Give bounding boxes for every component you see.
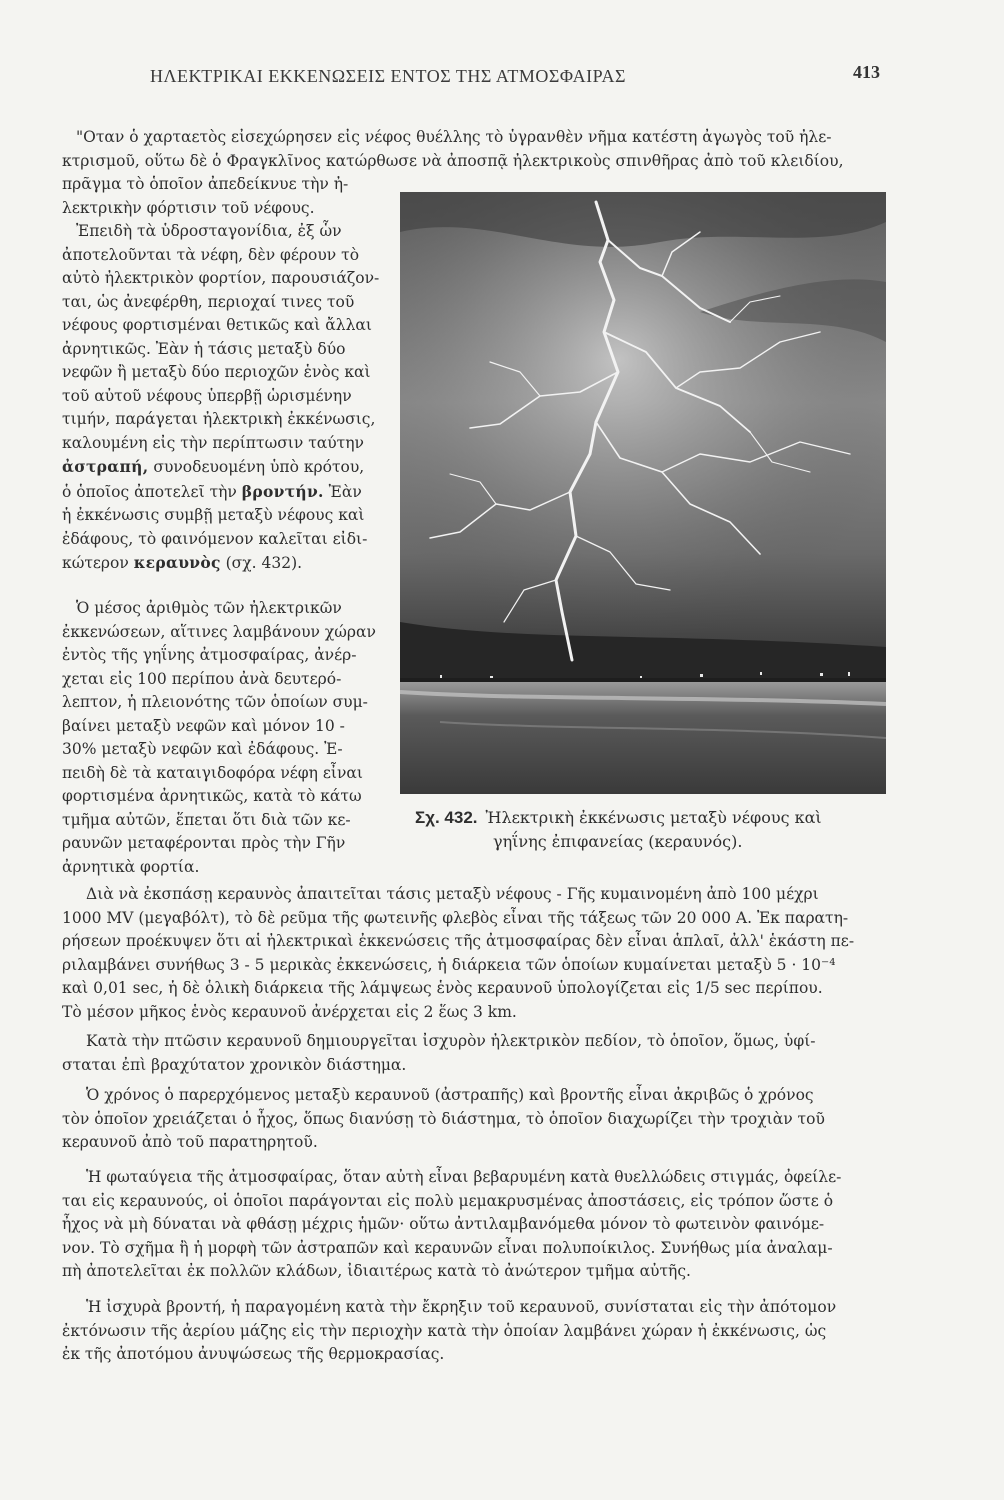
text-line: Ὁ μέσος ἀριθμὸς τῶν ἠλεκτρικῶν (76, 599, 342, 617)
term-astrapi: ἀστραπή, (62, 457, 149, 476)
text-line: καὶ 0,01 sec, ἡ δὲ ὁλικὴ διάρκεια τῆς λάμψεως ἑνὸς κεραυνοῦ ὑπολογίζεται εἰς 1/5 sec περίπου. (62, 979, 823, 997)
text-line: 30% μεταξὺ νεφῶν καὶ ἐδάφους. Ἐ- (62, 740, 343, 758)
text-line (62, 551, 396, 576)
text-line: ἐκ τῆς ἀποτόμου ἀνυψώσεως τῆς θερμοκρασίας. (62, 1345, 445, 1363)
text-line: πρᾶγμα τὸ ὁποῖον ἀπεδείκνυε τὴν ἠ- (62, 175, 349, 193)
thunder-time-paragraph (62, 1084, 894, 1155)
term-keravnos: κεραυνὸς (133, 553, 221, 572)
page-number: 413 (853, 62, 880, 82)
text-line: κτρισμοῦ, οὕτω δὲ ὁ Φραγκλῖνος κατώρθωσε νὰ ἀποσπᾷ ἠλεκτρικοὺς σπινθῆρας ἀπὸ τοῦ κλειδίου, (62, 151, 844, 170)
text-line: κεραυνοῦ ἀπὸ τοῦ παρατηρητοῦ. (62, 1133, 318, 1151)
text-line: τὸν ὁποῖον χρειάζεται ὁ ἦχος, ὅπως διανύσῃ τὸ διάστημα, τὸ ὁποῖον διαχωρίζει τὴν τροχιὰν τοῦ (62, 1109, 825, 1128)
text-line: Τὸ μέσον μῆκος ἑνὸς κεραυνοῦ ἀνέρχεται εἰς 2 ἕως 3 km. (62, 1002, 517, 1021)
text-line (62, 480, 396, 505)
running-title: ΗΛΕΚΤΡΙΚΑΙ ΕΚΚΕΝΩΣΕΙΣ ΕΝΤΟΣ ΤΗΣ ΑΤΜΟΣΦΑΙΡΑΣ (150, 66, 626, 86)
text-line: Ἡ φωταύγεια τῆς ἀτμοσφαίρας, ὅταν αὐτὴ εἶναι βεβαρυμένη κατὰ θυελλώδεις στιγμάς, ὀφείλε- (86, 1168, 842, 1186)
text-run: ὁ ὁποῖος ἀποτελεῖ τὴν (62, 482, 242, 501)
lightning-paragraph (62, 220, 396, 576)
caption-line: Ἠλεκτρικὴ ἐκκένωσις μεταξὺ νέφους καὶ (485, 808, 822, 827)
text-line: Ἡ ἰσχυρὰ βροντή, ἡ παραγομένη κατὰ τὴν ἔκρηξιν τοῦ κεραυνοῦ, συνίσταται εἰς τὴν ἀπότομον (86, 1298, 837, 1316)
text-line: τιμήν, παράγεται ἠλεκτρικὴ ἐκκένωσις, (62, 410, 376, 428)
text-line: βαίνει μεταξὺ νεφῶν καὶ μόνον 10 - (62, 716, 345, 735)
lightning-photo (400, 192, 886, 794)
text-line: Ὁ χρόνος ὁ παρερχόμενος μεταξὺ κεραυνοῦ (ἀστραπῆς) καὶ βροντῆς εἶναι ἀκριβῶς ὁ χρόνος (86, 1086, 814, 1104)
field-paragraph (62, 1030, 894, 1077)
figure-caption (415, 806, 885, 854)
text-line: τμῆμα αὐτῶν, ἕπεται ὅτι διὰ τῶν κε- (62, 810, 351, 829)
figure-label: Σχ. 432. (415, 808, 478, 827)
text-line: ἀποτελοῦνται τὰ νέφη, δὲν φέρουν τὸ (62, 245, 360, 264)
text-line: καλουμένη εἰς τὴν περίπτωσιν ταύτην (62, 433, 364, 452)
text-line: ται, ὡς ἀνεφέρθη, περιοχαί τινες τοῦ (62, 292, 355, 311)
text-line: φορτισμένα ἀρνητικῶς, κατὰ τὸ κάτω (62, 787, 362, 805)
text-run: Ἐὰν (323, 482, 362, 501)
text-line: ἐντὸς τῆς γηΐνης ἀτμοσφαίρας, ἀνέρ- (62, 646, 357, 664)
text-line: ται εἰς κεραυνούς, οἱ ὁποῖοι παράγονται εἰς πολὺ μεμακρυσμένας ἀποστάσεις, εἰς τρόπον ὥστε ὁ (62, 1191, 834, 1210)
text-line: Διὰ νὰ ἐκσπάσῃ κεραυνὸς ἀπαιτεῖται τάσις μεταξὺ νέφους - Γῆς κυμαινομένη ἀπὸ 100 μέχρι (86, 885, 819, 903)
text-line: Ἐπειδὴ τὰ ὑδροσταγονίδια, ἐξ ὧν (76, 222, 342, 240)
text-run: συνοδευομένη ὑπὸ κρότου, (148, 458, 365, 476)
text-line: νον. Τὸ σχῆμα ἢ ἡ μορφὴ τῶν ἀστραπῶν καὶ κεραυνῶν εἶναι πολυποίκιλος. Συνήθως μία ἀναλαμ- (62, 1238, 833, 1257)
text-line: ἡ ἐκκένωσις συμβῇ μεταξὺ νέφους καὶ (62, 506, 365, 524)
term-vronti: βροντήν. (241, 481, 324, 501)
text-line: πειδὴ δὲ τὰ καταιγιδοφόρα νέφη εἶναι (62, 763, 363, 782)
text-line: ἀρνητικὰ φορτία. (62, 857, 200, 876)
text-line: λεκτρικὴν φόρτισιν τοῦ νέφους. (62, 198, 315, 217)
text-line: "Οταν ὁ χαρταετὸς εἰσεχώρησεν εἰς νέφος θυέλλης τὸ ὑγρανθὲν νῆμα κατέστη ἀγωγὸς τοῦ ἠλε- (76, 128, 832, 146)
text-line: νέφους φορτισμέναι θετικῶς καὶ ἄλλαι (62, 316, 372, 334)
text-line: 1000 MV (μεγαβόλτ), τὸ δὲ ρεῦμα τῆς φωτεινῆς φλεβὸς εἶναι τῆς τάξεως τῶν 20 000 Α. Ἐκ παρατη- (62, 908, 849, 927)
text-line: ριλαμβάνει συνήθως 3 - 5 μερικὰς ἐκκενώσεις, ἡ διάρκεια τῶν ὁποίων κυμαίνεται μεταξὺ 5 · 10⁻⁴ (62, 955, 836, 974)
text-line: ρήσεων προέκυψεν ὅτι αἱ ἠλεκτρικαὶ ἐκκενώσεις τῆς ἀτμοσφαίρας δὲν εἶναι ἁπλαῖ, ἀλλ' ἑκάστη πε- (62, 932, 855, 950)
text-line: ἐκτόνωσιν τῆς ἀερίου μάζης εἰς τὴν περιοχὴν κατὰ τὴν ὁποίαν λαμβάνει χώραν ἡ ἐκκένωσις, ὡς (62, 1321, 827, 1340)
text-line: αὐτὸ ἠλεκτρικὸν φορτίον, παρουσιάζον- (62, 269, 380, 287)
text-run: (σχ. 432). (220, 554, 303, 572)
text-line: ἐδάφους, τὸ φαινόμενον καλεῖται εἰδι- (62, 529, 368, 548)
text-line: τοῦ αὐτοῦ νέφους ὑπερβῇ ὡρισμένην (62, 386, 352, 405)
text-line (62, 455, 396, 480)
caption-line: γηΐνης ἐπιφανείας (κεραυνός). (493, 832, 743, 851)
text-run: κώτερον (62, 554, 134, 572)
text-line: νεφῶν ἢ μεταξὺ δύο περιοχῶν ἑνὸς καὶ (62, 363, 371, 381)
lightning-photo-image (400, 192, 886, 794)
text-line: ἦχος νὰ μὴ δύναται νὰ φθάσῃ μέχρις ἡμῶν· οὕτω ἀντιλαμβανόμεθα μόνον τὸ φωτεινὸν φαινόμε- (62, 1215, 825, 1233)
text-line: ἐκκενώσεων, αἵτινες λαμβάνουν χώραν (62, 622, 376, 641)
text-line: λεπτον, ἡ πλειονότης τῶν ὁποίων συμ- (62, 693, 368, 711)
discharge-count-paragraph (62, 597, 396, 879)
text-line: Κατὰ τὴν πτῶσιν κεραυνοῦ δημιουργεῖται ἰσχυρὸν ἠλεκτρικὸν πεδίον, τὸ ὁποῖον, ὅμως, ὑφί- (86, 1032, 816, 1050)
text-line: πὴ ἀποτελεῖται ἐκ πολλῶν κλάδων, ἰδιαιτέρως κατὰ τὸ ἀνώτερον τμῆμα αὐτῆς. (62, 1262, 691, 1280)
text-line: χεται εἰς 100 περίπου ἀνὰ δευτερό- (62, 669, 342, 688)
text-line: ἀρνητικῶς. Ἐὰν ἡ τάσις μεταξὺ δύο (62, 339, 346, 358)
text-line: σταται ἐπὶ βραχύτατον χρονικὸν διάστημα. (62, 1055, 407, 1074)
voltage-paragraph (62, 883, 894, 1024)
glow-paragraph (62, 1166, 894, 1284)
thunder-cause-paragraph (62, 1296, 894, 1367)
text-line: ραυνῶν μεταφέρονται πρὸς τὴν Γῆν (62, 834, 346, 852)
page-header (140, 62, 880, 96)
